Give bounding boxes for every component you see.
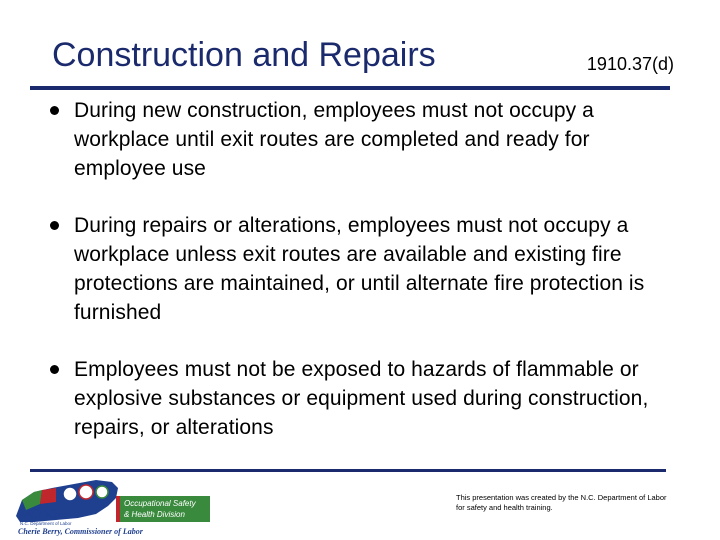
logo-commissioner: Cherie Berry, Commissioner of Labor [18, 527, 143, 536]
footer-note: This presentation was created by the N.C. Department of Labor for safety and health training. [456, 493, 667, 512]
bullet-item [48, 211, 682, 327]
bullet-text: Employees must not be exposed to hazards of flammable or explosive substances or equipment used during construction, repairs, or alterations [74, 358, 649, 439]
logo-dept: N.C. Department of Labor [20, 521, 72, 526]
ncdol-logo [12, 470, 212, 536]
logo-division-line1: Occupational Safety [124, 499, 196, 508]
bullet-dot-icon [50, 221, 59, 230]
slide-title: Construction and Repairs [52, 36, 436, 74]
bullet-item [48, 96, 682, 183]
logo-division-line2: & Health Division [124, 510, 185, 519]
bullet-dot-icon [50, 365, 59, 374]
bullet-dot-icon [50, 106, 59, 115]
logo-ncdol: NCDOL [20, 506, 67, 521]
bullet-text: During new construction, employees must not occupy a workplace until exit routes are completed and ready for employee use [74, 99, 594, 180]
bullet-item [48, 355, 682, 442]
standard-reference: 1910.37(d) [586, 54, 674, 74]
title-divider [30, 86, 670, 90]
bullet-list [48, 96, 682, 470]
bullet-text: During repairs or alterations, employees must not occupy a workplace unless exit routes are available and existing fire protections are maintained, or until alternate fire protection is furnished [74, 214, 645, 324]
